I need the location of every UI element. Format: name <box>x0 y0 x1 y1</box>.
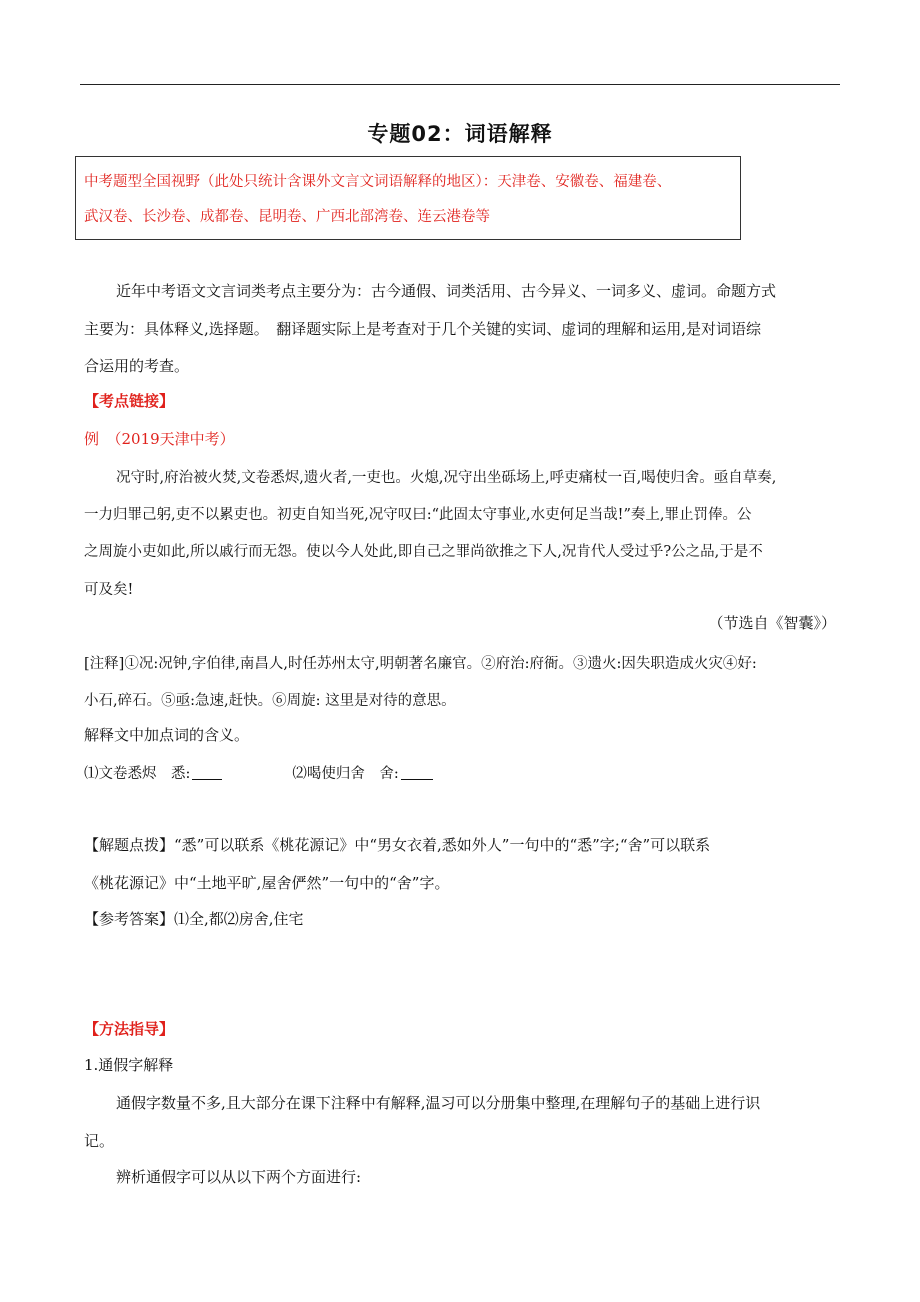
notes-line: [注释]①况:况钟,字伯律,南昌人,时任苏州太守,明朝著名廉官。②府治:府衙。③遗火:因失职造成火灾④好: <box>84 656 757 672</box>
example-label: 例 （2019天津中考） <box>84 430 235 448</box>
scope-line: 武汉卷、长沙卷、成都卷、昆明卷、广西北部湾卷、连云港卷等 <box>84 209 490 225</box>
passage-line: 况守时,府治被火焚,文卷悉烬,遗火者,一吏也。火熄,况守出坐砾场上,呼吏痛杖一百,喝使归舍。亟自草奏, <box>116 470 777 486</box>
intro-line: 合运用的考查。 <box>84 357 190 375</box>
section-body-line: 记。 <box>84 1132 115 1150</box>
scope-box <box>75 156 741 240</box>
question-items <box>84 762 433 783</box>
intro-line: 近年中考语文文言词类考点主要分为：古今通假、词类活用、古今异义、一词多义、虚词。命题方式 <box>116 282 777 300</box>
analysis-line: 【解题点拨】“悉”可以联系《桃花源记》中“男女衣着,悉如外人”一句中的“悉”字;“舍”可以联系 <box>84 836 711 854</box>
answer-blank[interactable] <box>401 765 433 780</box>
answer-blank[interactable] <box>192 765 222 780</box>
passage-line: 之周旋小吏如此,所以戚行而无怨。使以今人处此,即自己之罪尚欲推之下人,况肯代人受过乎?公之品,于是不 <box>84 544 763 560</box>
analysis-line: 《桃花源记》中“土地平旷,屋舍俨然”一句中的“舍”字。 <box>84 874 450 892</box>
question-prompt: 解释文中加点词的含义。 <box>84 726 250 744</box>
kaodian-heading: 【考点链接】 <box>84 392 175 410</box>
header-rule <box>80 84 840 85</box>
page-title: 专题02：词语解释 <box>367 122 553 146</box>
method-heading: 【方法指导】 <box>84 1020 175 1038</box>
question-item-2: ⑵喝使归舍 舍: <box>292 766 399 782</box>
section-title: 1.通假字解释 <box>84 1056 174 1074</box>
notes-line: 小石,碎石。⑤亟:急速,赶快。⑥周旋: 这里是对待的意思。 <box>84 693 456 709</box>
section-body-line: 辨析通假字可以从以下两个方面进行: <box>116 1168 362 1186</box>
intro-line: 主要为：具体释义,选择题。 翻译题实际上是考查对于几个关键的实词、虚词的理解和运用,是对词语综 <box>84 320 762 338</box>
passage-line: 可及矣! <box>84 582 134 598</box>
source-citation: （节选自《智囊》） <box>708 614 836 632</box>
passage-line: 一力归罪己躬,吏不以累吏也。初吏自知当死,况守叹曰:“此固太守事业,水吏何足当哉!”奏上,罪止罚俸。公 <box>84 507 752 523</box>
question-item-1: ⑴文卷悉烬 悉: <box>84 766 191 782</box>
section-body-line: 通假字数量不多,且大部分在课下注释中有解释,温习可以分册集中整理,在理解句子的基础上进行识 <box>116 1094 761 1112</box>
scope-line: 中考题型全国视野（此处只统计含课外文言文词语解释的地区）：天津卷、安徽卷、福建卷、 <box>84 174 672 190</box>
reference-answer: 【参考答案】⑴全,都⑵房舍,住宅 <box>84 910 304 928</box>
